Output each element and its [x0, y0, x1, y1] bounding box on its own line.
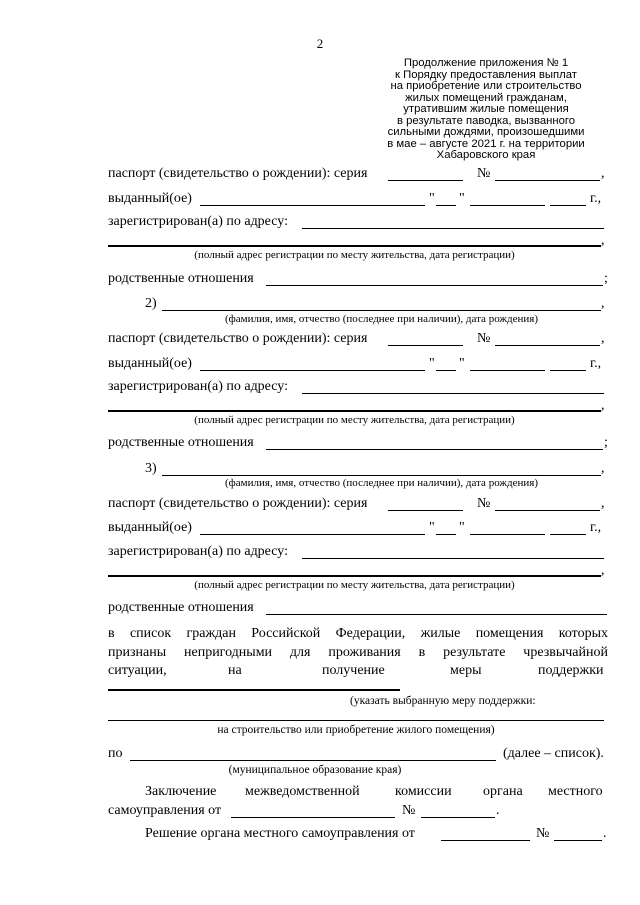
address-field[interactable]: [302, 228, 604, 229]
issue-day-field[interactable]: [436, 534, 456, 535]
comma: ,: [601, 166, 605, 181]
list-word: поддержки: [538, 663, 604, 678]
header-line: утратившим жилые помещения: [403, 103, 569, 115]
list-suffix: (далее – список).: [503, 746, 604, 761]
issue-day-field[interactable]: [436, 205, 456, 206]
header-line: Хабаровского края: [436, 149, 536, 161]
address-caption: (полный адрес регистрации по месту жительства, дата регистрации): [194, 249, 515, 261]
address-caption: (полный адрес регистрации по месту жительства, дата регистрации): [194, 414, 515, 426]
quote-open: ": [429, 520, 435, 535]
conclusion-word: местного: [548, 784, 603, 799]
conclusion-date-field[interactable]: [231, 817, 395, 818]
relation-field[interactable]: [266, 449, 603, 450]
comma: ,: [601, 563, 605, 578]
relation-field[interactable]: [266, 614, 607, 615]
number-label: №: [477, 166, 491, 181]
comma: ,: [601, 461, 605, 476]
po-label: по: [108, 746, 123, 761]
address-field[interactable]: [302, 558, 604, 559]
comma: ,: [601, 233, 605, 248]
header-line: к Порядку предоставления выплат: [395, 68, 577, 81]
issue-year-field[interactable]: [550, 370, 586, 371]
person-name-field[interactable]: [162, 310, 601, 311]
registered-label: зарегистрирован(а) по адресу:: [108, 544, 288, 559]
passport-number-field[interactable]: [495, 180, 600, 181]
passport-series-field[interactable]: [388, 510, 463, 511]
number-label: №: [536, 826, 550, 841]
conclusion-prefix: самоуправления от: [108, 803, 222, 818]
issued-by-field[interactable]: [200, 370, 425, 371]
list-word: получение: [322, 663, 385, 678]
municipality-caption: (муниципальное образование края): [228, 764, 402, 776]
conclusion-word: комиссии: [395, 784, 452, 799]
issued-label: выданный(ое): [108, 520, 192, 535]
issue-year-field[interactable]: [550, 205, 586, 206]
page-number: 2: [316, 36, 324, 51]
relation-label: родственные отношения: [108, 600, 254, 615]
measure-field-continued[interactable]: [108, 720, 604, 721]
list-word: на: [228, 663, 242, 678]
registered-label: зарегистрирован(а) по адресу:: [108, 379, 288, 394]
number-label: №: [477, 331, 491, 346]
quote-close: ": [459, 191, 465, 206]
list-text-line: признаны непригодными для проживания в результате чрезвычайной: [108, 645, 608, 660]
comma: ,: [601, 331, 605, 346]
address-field[interactable]: [302, 393, 604, 394]
measure-field[interactable]: [108, 689, 400, 691]
decision-date-field[interactable]: [441, 840, 530, 841]
passport-series-field[interactable]: [388, 180, 463, 181]
period: .: [496, 803, 500, 818]
header-line: сильными дождями, произошедшими: [387, 126, 585, 138]
person-name-field[interactable]: [162, 475, 601, 476]
relation-label: родственные отношения: [108, 271, 254, 286]
list-word: меры: [450, 663, 482, 678]
year-suffix: г.,: [590, 356, 602, 371]
issued-label: выданный(ое): [108, 356, 192, 371]
decision-number-field[interactable]: [554, 840, 602, 841]
conclusion-word: органа: [483, 784, 523, 799]
decision-label: Решение органа местного самоуправления от: [145, 826, 415, 841]
issue-day-field[interactable]: [436, 370, 456, 371]
number-label: №: [477, 496, 491, 511]
issued-by-field[interactable]: [200, 205, 425, 206]
address-field-continued[interactable]: [108, 245, 601, 247]
comma: ,: [601, 398, 605, 413]
header-line: Продолжение приложения № 1: [403, 57, 569, 69]
passport-series-field[interactable]: [388, 345, 463, 346]
person-caption: (фамилия, имя, отчество (последнее при наличии), дата рождения): [224, 313, 538, 325]
issue-month-field[interactable]: [470, 370, 545, 371]
quote-close: ": [459, 356, 465, 371]
comma: ,: [601, 296, 605, 311]
conclusion-number-field[interactable]: [421, 817, 495, 818]
header-line: в мае – августе 2021 г. на территории: [387, 137, 585, 150]
person-index: 2): [145, 296, 157, 311]
measure-caption: (указать выбранную меру поддержки:: [350, 695, 536, 707]
person-caption: (фамилия, имя, отчество (последнее при наличии), дата рождения): [224, 477, 538, 489]
issued-label: выданный(ое): [108, 191, 192, 206]
comma: ,: [601, 496, 605, 511]
quote-open: ": [429, 191, 435, 206]
conclusion-word: Заключение: [145, 784, 217, 799]
header-line: на приобретение или строительство: [390, 80, 582, 92]
passport-label: паспорт (свидетельство о рождении): серия: [108, 496, 368, 511]
list-text-line: в список граждан Российской Федерации, жилые помещения которых: [108, 626, 608, 641]
registered-label: зарегистрирован(а) по адресу:: [108, 214, 288, 229]
address-caption: (полный адрес регистрации по месту жительства, дата регистрации): [194, 579, 515, 591]
year-suffix: г.,: [590, 520, 602, 535]
header-line: жилых помещений гражданам,: [405, 91, 567, 104]
passport-label: паспорт (свидетельство о рождении): серия: [108, 166, 368, 181]
issued-by-field[interactable]: [200, 534, 425, 535]
relation-field[interactable]: [266, 285, 603, 286]
passport-number-field[interactable]: [495, 345, 600, 346]
period: .: [603, 826, 607, 841]
issue-year-field[interactable]: [550, 534, 586, 535]
quote-close: ": [459, 520, 465, 535]
issue-month-field[interactable]: [470, 205, 545, 206]
address-field-continued[interactable]: [108, 410, 601, 412]
header-line: в результате паводка, вызванного: [396, 114, 576, 127]
passport-label: паспорт (свидетельство о рождении): серия: [108, 331, 368, 346]
measure-caption-2: на строительство или приобретение жилого помещения): [217, 724, 495, 736]
quote-open: ": [429, 356, 435, 371]
person-index: 3): [145, 461, 157, 476]
semicolon: ;: [604, 435, 608, 450]
municipality-field[interactable]: [130, 760, 496, 761]
list-word: ситуации,: [108, 663, 167, 678]
year-suffix: г.,: [590, 191, 602, 206]
relation-label: родственные отношения: [108, 435, 254, 450]
passport-number-field[interactable]: [495, 510, 600, 511]
semicolon: ;: [604, 271, 608, 286]
conclusion-word: межведомственной: [245, 784, 360, 799]
address-field-continued[interactable]: [108, 575, 601, 577]
number-label: №: [402, 803, 416, 818]
issue-month-field[interactable]: [470, 534, 545, 535]
